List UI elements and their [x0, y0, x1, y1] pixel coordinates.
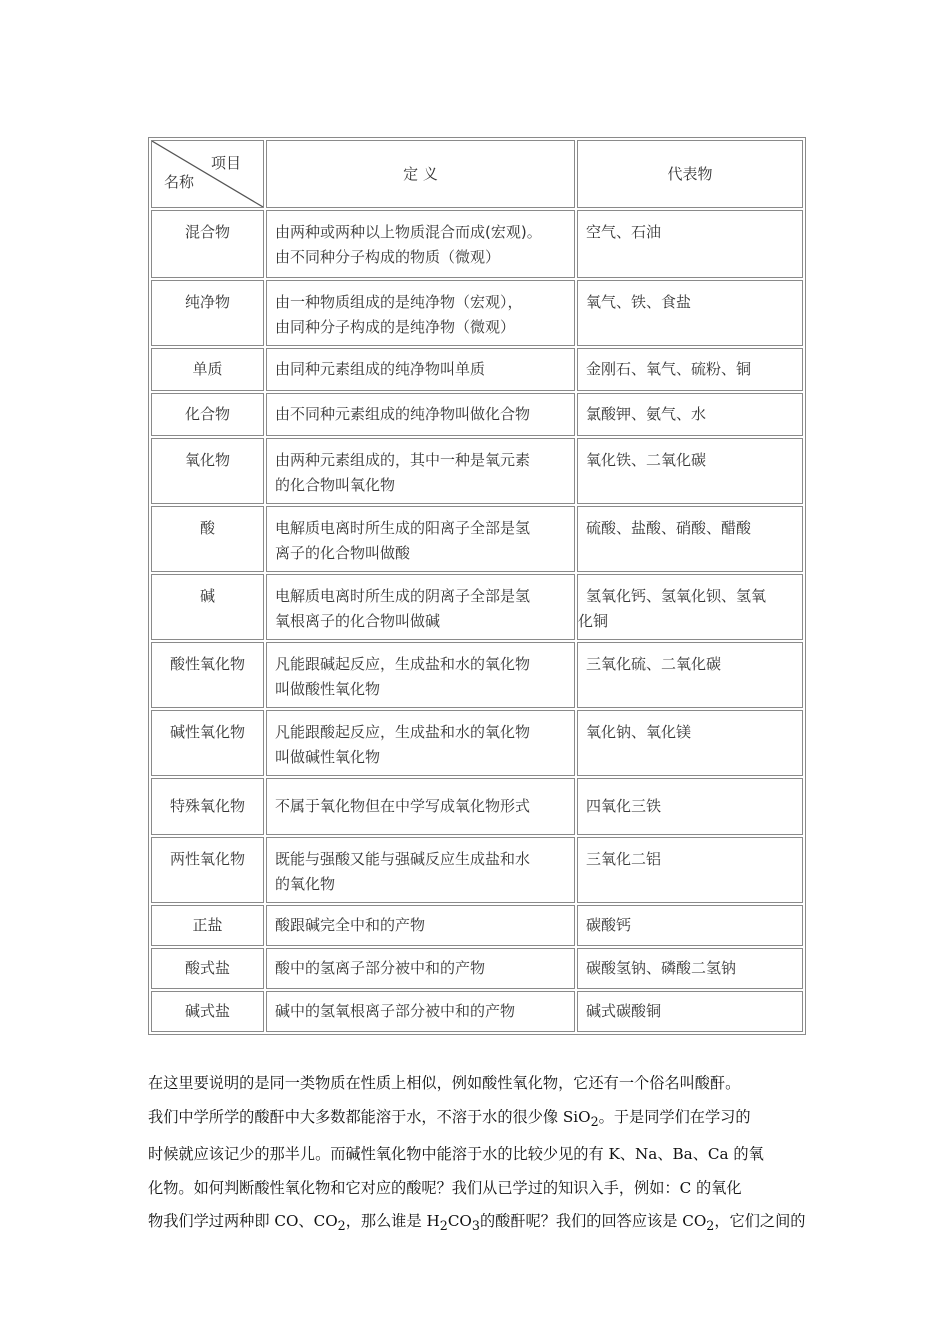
definition-line: 凡能跟碱起反应，生成盐和水的氧化物	[275, 655, 531, 673]
table-header-row	[151, 140, 803, 208]
examples-cell	[577, 778, 803, 835]
definition-line: 电解质电离时所生成的阳离子全部是氢	[275, 519, 531, 537]
definition-cell	[266, 991, 575, 1032]
table-row	[151, 837, 803, 903]
definition-header: 定 义	[266, 140, 575, 208]
examples-line: 三氧化二铝	[586, 850, 662, 868]
definition-line: 氧根离子的化合物叫做碱	[275, 612, 441, 630]
table-row	[151, 710, 803, 776]
row-category-label: 名称	[164, 173, 195, 191]
definition-line: 由一种物质组成的是纯净物（宏观），	[275, 293, 523, 311]
definition-cell	[266, 280, 575, 346]
substance-name-cell: 正盐	[151, 905, 264, 946]
examples-cell	[577, 348, 803, 391]
definition-line: 由同种分子构成的是纯净物（微观）	[275, 318, 516, 336]
examples-line: 碳酸氢钠、磷酸二氢钠	[586, 959, 737, 977]
table-row	[151, 348, 803, 391]
examples-cell	[577, 710, 803, 776]
table-row	[151, 280, 803, 346]
examples-line: 三氧化硫、二氧化碳	[586, 655, 722, 673]
definition-cell	[266, 837, 575, 903]
examples-cell	[577, 393, 803, 436]
table-row	[151, 948, 803, 989]
definition-line: 由不同种元素组成的纯净物叫做化合物	[275, 405, 531, 423]
table-row	[151, 642, 803, 708]
examples-line: 空气、石油	[586, 223, 662, 241]
paragraph-line: 我们中学所学的酸酐中大多数都能溶于水，不溶于水的很少像 SiO$_2$。于是同学们在学习的	[148, 1107, 751, 1129]
definition-line: 的氧化物	[275, 875, 336, 893]
definition-cell	[266, 710, 575, 776]
table-row	[151, 778, 803, 835]
substance-name-cell: 碱性氧化物	[151, 710, 264, 776]
examples-line: 氧气、铁、食盐	[586, 293, 692, 311]
definition-cell	[266, 642, 575, 708]
paragraph-line: 在这里要说明的是同一类物质在性质上相似，例如酸性氧化物，它还有一个俗名叫酸酐。	[148, 1074, 741, 1092]
examples-line: 碳酸钙	[586, 916, 632, 934]
substance-name-cell: 碱	[151, 574, 264, 640]
definition-cell	[266, 905, 575, 946]
table-row	[151, 210, 803, 278]
definition-line: 电解质电离时所生成的阴离子全部是氢	[275, 587, 531, 605]
examples-cell	[577, 506, 803, 572]
substance-name-cell: 混合物	[151, 210, 264, 278]
table-row	[151, 905, 803, 946]
table-row	[151, 574, 803, 640]
definition-line: 的化合物叫氧化物	[275, 476, 396, 494]
definition-cell	[266, 393, 575, 436]
explanation-paragraph	[148, 1067, 810, 1243]
paragraph-line: 物我们学过两种即 CO、$CO_2$，那么谁是 $H_2CO_3$的酸酐呢？我们的回答应该是 $CO_2$，它们之间的	[148, 1212, 806, 1234]
definition-line: 不属于氧化物但在中学写成氧化物形式	[275, 797, 531, 815]
examples-cell	[577, 991, 803, 1032]
definition-cell	[266, 506, 575, 572]
definition-line: 离子的化合物叫做酸	[275, 544, 411, 562]
examples-line: 氧化钠、氧化镁	[586, 723, 692, 741]
definition-line: 由两种元素组成的，其中一种是氧元素	[275, 451, 531, 469]
diagonal-header-cell	[151, 140, 264, 208]
substance-name-cell: 两性氧化物	[151, 837, 264, 903]
table-row	[151, 393, 803, 436]
definition-line: 既能与强酸又能与强碱反应生成盐和水	[275, 850, 531, 868]
substance-name-cell: 特殊氧化物	[151, 778, 264, 835]
examples-cell	[577, 280, 803, 346]
definition-line: 叫做碱性氧化物	[275, 748, 381, 766]
definition-cell	[266, 574, 575, 640]
definition-line: 由同种元素组成的纯净物叫单质	[275, 360, 486, 378]
examples-line: 金刚石、氧气、硫粉、铜	[586, 360, 752, 378]
substance-name-cell: 氧化物	[151, 438, 264, 504]
definition-line: 由不同种分子构成的物质（微观）	[275, 248, 501, 266]
table-row	[151, 506, 803, 572]
substance-name-cell: 化合物	[151, 393, 264, 436]
examples-line: 氢氧化钙、氢氧化钡、氢氧	[586, 587, 767, 605]
substance-name-cell: 酸性氧化物	[151, 642, 264, 708]
substance-name-cell: 纯净物	[151, 280, 264, 346]
substance-name-cell: 酸式盐	[151, 948, 264, 989]
examples-header: 代表物	[577, 140, 803, 208]
column-category-label: 项目	[210, 154, 241, 172]
examples-cell	[577, 642, 803, 708]
definition-line: 酸跟碱完全中和的产物	[275, 916, 426, 934]
definition-cell	[266, 348, 575, 391]
substance-name-cell: 单质	[151, 348, 264, 391]
table-row	[151, 991, 803, 1032]
paragraph-line: 时候就应该记少的那半儿。而碱性氧化物中能溶于水的比较少见的有 K、Na、Ba、Ca 的氧	[148, 1145, 764, 1164]
examples-line: 化铜	[578, 612, 609, 630]
definition-line: 由两种或两种以上物质混合而成(宏观)。	[275, 223, 542, 241]
substance-name-cell: 碱式盐	[151, 991, 264, 1032]
definition-cell	[266, 948, 575, 989]
examples-cell	[577, 948, 803, 989]
examples-cell	[577, 837, 803, 903]
table-row	[151, 438, 803, 504]
definition-line: 酸中的氢离子部分被中和的产物	[275, 959, 486, 977]
definition-cell	[266, 438, 575, 504]
paragraph-line: 化物。如何判断酸性氧化物和它对应的酸呢？我们从已学过的知识入手，例如：C 的氧化	[148, 1178, 742, 1197]
examples-cell	[577, 574, 803, 640]
definition-line: 叫做酸性氧化物	[275, 680, 381, 698]
examples-line: 碱式碳酸铜	[586, 1002, 662, 1020]
substance-classification-table	[148, 137, 806, 1035]
examples-line: 氯酸钾、氨气、水	[586, 405, 707, 423]
examples-cell	[577, 438, 803, 504]
definition-cell	[266, 210, 575, 278]
examples-cell	[577, 905, 803, 946]
substance-name-cell: 酸	[151, 506, 264, 572]
definition-line: 碱中的氢氧根离子部分被中和的产物	[275, 1002, 516, 1020]
definition-cell	[266, 778, 575, 835]
examples-line: 硫酸、盐酸、硝酸、醋酸	[586, 519, 752, 537]
definition-line: 凡能跟酸起反应，生成盐和水的氧化物	[275, 723, 531, 741]
examples-cell	[577, 210, 803, 278]
examples-line: 氧化铁、二氧化碳	[586, 451, 707, 469]
examples-line: 四氧化三铁	[586, 797, 662, 815]
